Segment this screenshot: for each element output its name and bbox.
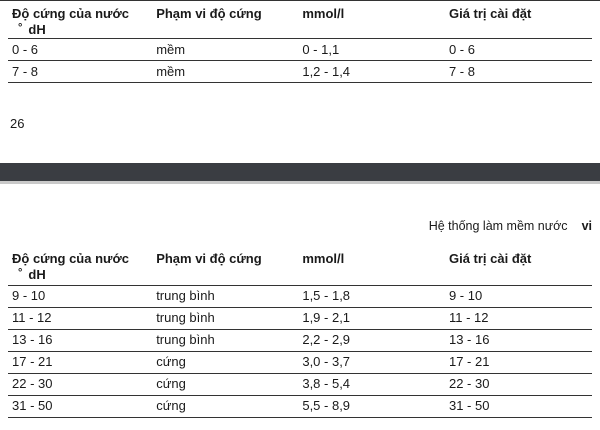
cell-setting-value: 0 - 6 — [448, 41, 475, 57]
cell-mmol: 0 - 1,1 — [302, 41, 340, 57]
table-row — [8, 285, 592, 307]
cell-mmol: 5,5 - 8,9 — [302, 398, 351, 413]
cell-hardness-range: cứng — [156, 354, 186, 369]
cell-mmol: 3,8 - 5,4 — [302, 376, 351, 391]
cell-water-hardness: 0 - 6 — [12, 41, 39, 57]
cell-setting-value: 17 - 21 — [448, 354, 490, 369]
language-code: vi — [581, 219, 592, 233]
unit-label: dH — [28, 22, 46, 37]
cell-hardness-range: trung bình — [156, 310, 215, 325]
cell-water-hardness: 22 - 30 — [12, 376, 53, 391]
header-unit — [12, 267, 148, 283]
cell-water-hardness: 9 - 10 — [12, 288, 46, 303]
table-row — [8, 329, 592, 351]
cell-hardness-range: cứng — [156, 398, 186, 413]
table-row — [8, 39, 592, 61]
degree-symbol: ° — [18, 267, 23, 279]
header-setting-value: Giá trị cài đặt — [448, 251, 532, 266]
cell-setting-value: 22 - 30 — [448, 376, 490, 391]
cell-water-hardness: 7 - 8 — [12, 63, 39, 79]
cell-setting-value: 11 - 12 — [448, 310, 489, 325]
degree-symbol: ° — [18, 22, 23, 34]
table-row — [8, 351, 592, 373]
cell-mmol: 3,0 - 3,7 — [302, 354, 351, 369]
cell-setting-value: 9 - 10 — [448, 288, 483, 303]
cell-hardness-range: mềm — [156, 63, 186, 79]
cell-hardness-range: trung bình — [156, 332, 215, 347]
unit-label: dH — [28, 267, 46, 282]
cell-hardness-range: mềm — [156, 41, 186, 57]
table-row — [8, 395, 592, 417]
cell-water-hardness: 13 - 16 — [12, 332, 53, 347]
page-separator-shadow — [0, 181, 600, 184]
header-mmol: mmol/l — [302, 251, 345, 266]
header-unit — [12, 22, 148, 38]
cell-setting-value: 13 - 16 — [448, 332, 490, 347]
page-separator-band — [0, 163, 600, 181]
cell-mmol: 1,2 - 1,4 — [302, 63, 351, 79]
header-water-hardness-label: Độ cứng của nước — [12, 6, 129, 21]
table-row — [8, 373, 592, 395]
cell-water-hardness: 17 - 21 — [12, 354, 53, 369]
header-water-hardness-label: Độ cứng của nước — [12, 251, 129, 266]
water-hardness-table-bottom — [8, 247, 592, 418]
running-header-title: Hệ thống làm mềm nước — [428, 219, 568, 233]
water-hardness-table-top — [8, 2, 592, 83]
header-hardness-range: Phạm vi độ cứng — [156, 251, 262, 266]
table-header-row — [8, 247, 592, 285]
cell-mmol: 2,2 - 2,9 — [302, 332, 351, 347]
header-setting-value: Giá trị cài đặt — [448, 6, 532, 21]
cell-mmol: 1,5 - 1,8 — [302, 288, 351, 303]
header-water-hardness — [8, 2, 152, 39]
page-number: 26 — [10, 116, 25, 131]
cell-mmol: 1,9 - 2,1 — [302, 310, 351, 325]
table-row — [8, 61, 592, 83]
header-water-hardness — [8, 247, 152, 285]
header-mmol: mmol/l — [302, 6, 345, 21]
running-header — [429, 219, 592, 233]
cell-hardness-range: cứng — [156, 376, 186, 391]
cell-setting-value: 7 - 8 — [448, 63, 475, 79]
cell-hardness-range: trung bình — [156, 288, 215, 303]
cell-setting-value: 31 - 50 — [448, 398, 490, 413]
header-hardness-range: Phạm vi độ cứng — [156, 6, 262, 21]
cell-water-hardness: 31 - 50 — [12, 398, 53, 413]
table-header-row — [8, 2, 592, 39]
table-row — [8, 307, 592, 329]
top-rule — [0, 0, 600, 1]
cell-water-hardness: 11 - 12 — [12, 310, 52, 325]
